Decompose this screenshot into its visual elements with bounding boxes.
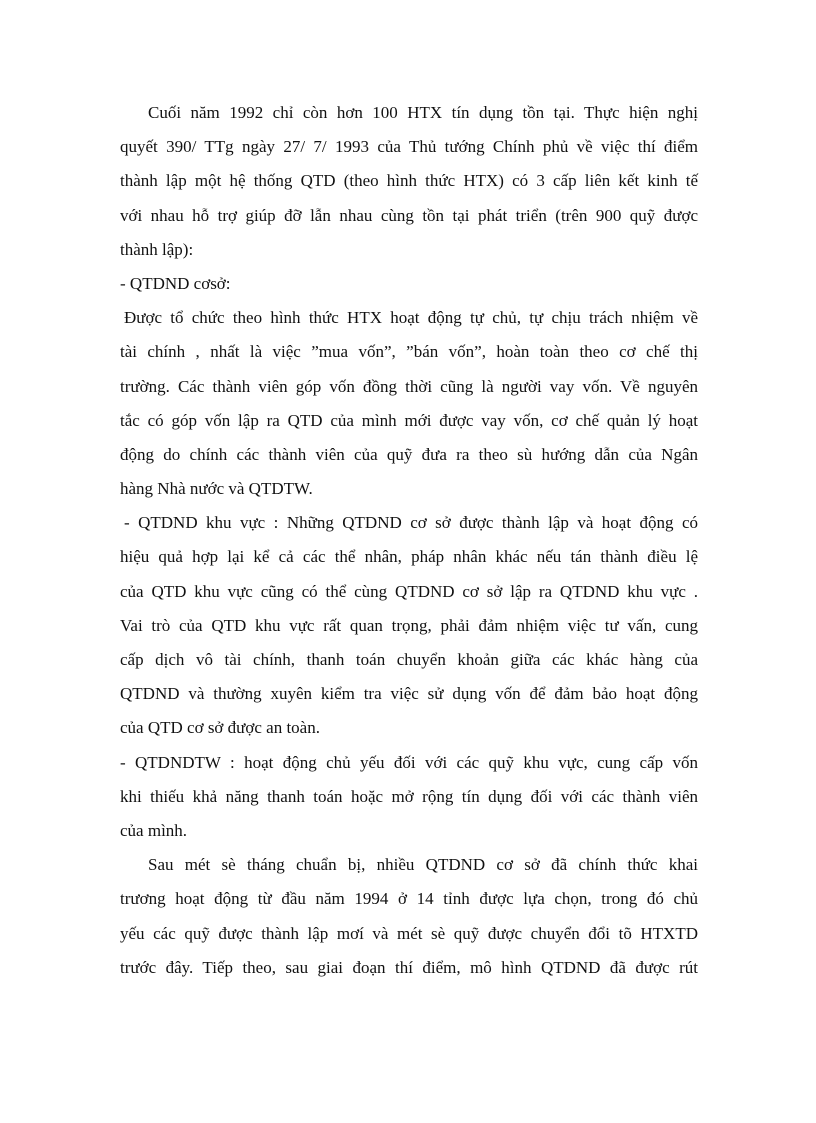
text-line: trường. Các thành viên góp vốn đồng thời cũng là người vay vốn. Về nguyên	[120, 376, 698, 396]
paragraph-intro	[120, 96, 698, 267]
text-line: trước đây. Tiếp theo, sau giai đoạn thí điểm, mô hình QTDND đã được rút	[120, 957, 698, 977]
text-line: - QTDNDTW : hoạt động chủ yếu đối với các quỹ khu vực, cung cấp vốn	[120, 752, 698, 772]
text-line: cấp dịch vô tài chính, thanh toán chuyển khoản giữa các khác hàng của	[120, 650, 698, 669]
text-line: thành lập một hệ thống QTD (theo hình thức HTX) có 3 cấp liên kết kinh tế	[120, 171, 698, 191]
paragraph-rollout	[120, 848, 698, 985]
text-line: - QTDND khu vực : Những QTDND cơ sở được thành lập và hoạt động có	[124, 513, 698, 533]
text-line: yếu các quỹ được thành lập mơí và mét sè quỹ được chuyển đổi tõ HTXTD	[120, 923, 698, 943]
paragraph-regional	[120, 506, 698, 745]
text-line: hàng Nhà nước và QTDTW.	[120, 479, 313, 499]
text-line: của QTD khu vực cũng có thể cùng QTDND cơ sở lập ra QTDND khu vực .	[120, 581, 698, 601]
text-line: tắc có góp vốn lập ra QTD của mình mới được vay vốn, cơ chế quản lý hoạt	[120, 410, 698, 430]
text-line: động do chính các thành viên của quỹ đưa ra theo sù hướng dẫn của Ngân	[120, 444, 698, 464]
paragraph-base-body	[120, 301, 698, 506]
text-line: của QTD cơ sở được an toàn.	[120, 718, 320, 738]
paragraph-base-heading	[120, 267, 698, 301]
text-line: trương hoạt động từ đầu năm 1994 ở 14 tỉnh được lựa chọn, trong đó chủ	[120, 889, 698, 909]
section-heading: - QTDND cơsở:	[120, 273, 231, 293]
text-line: Cuối năm 1992 chỉ còn hơn 100 HTX tín dụng tồn tại. Thực hiện nghị	[148, 103, 698, 122]
text-line: của mình.	[120, 820, 188, 840]
text-line: Sau mét sè tháng chuẩn bị, nhiều QTDND cơ sở đã chính thức khai	[148, 855, 698, 875]
text-line: quyết 390/ TTg ngày 27/ 7/ 1993 của Thủ tướng Chính phủ về việc thí điểm	[120, 137, 698, 157]
text-line: hiệu quả hợp lại kể cả các thể nhân, pháp nhân khác nếu tán thành điều lệ	[120, 547, 698, 567]
text-line: Vai trò của QTD khu vực rất quan trọng, phải đảm nhiệm việc tư vấn, cung	[120, 615, 698, 635]
text-line: Được tổ chức theo hình thức HTX hoạt động tự chủ, tự chịu trách nhiệm về	[124, 308, 698, 328]
text-line: khi thiếu khả năng thanh toán hoặc mở rộng tín dụng đối với các thành viên	[120, 786, 698, 806]
document-page	[120, 96, 698, 985]
text-line: QTDND và thường xuyên kiểm tra việc sử dụng vốn để đảm bảo hoạt động	[120, 684, 698, 704]
paragraph-central	[120, 746, 698, 849]
text-line: tài chính , nhất là việc ”mua vốn”, ”bán vốn”, hoàn toàn theo cơ chế thị	[120, 342, 698, 362]
text-line: với nhau hỗ trợ giúp đỡ lẫn nhau cùng tồn tại phát triển (trên 900 quỹ được	[120, 205, 698, 225]
text-line: thành lập):	[120, 239, 194, 259]
